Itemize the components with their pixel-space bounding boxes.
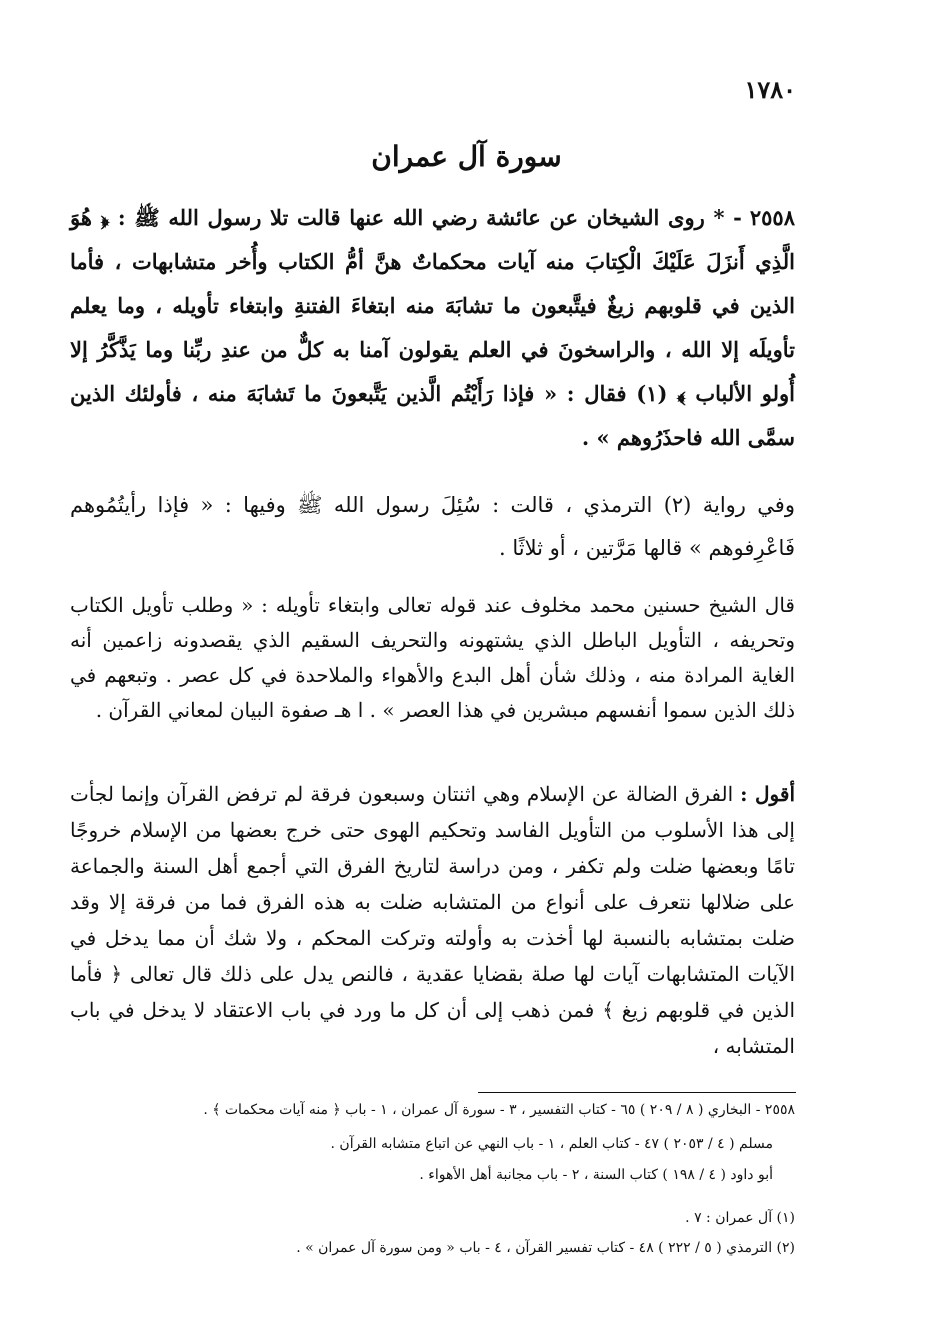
commentary-paragraph: قال الشيخ حسنين محمد مخلوف عند قوله تعالى وابتغاء تأويله : « وطلب تأويل الكتاب وتحريفه ، التأويل الباطل الذي يشتهونه والتحريف السقيم الذي يقصدونه زاعمين أنه الغاية المرادة منه ، وذلك شأن أهل البدع والأهواء والملاحدة في كل عصر . وتبعهم في ذلك الذين سموا أنفسهم مبشرين في هذا العصر » . ا هـ صفوة البيان لمعاني القرآن . — [70, 593, 795, 722]
author-comment-paragraph — [70, 776, 795, 1064]
page-number: ١٧٨٠ — [744, 75, 796, 104]
hadith-number: ٢٥٥٨ — [749, 205, 795, 230]
footnote-divider — [478, 1092, 796, 1093]
surah-title: سورة آل عمران — [371, 140, 562, 173]
hadith-text: - * روى الشيخان عن عائشة رضي الله عنها قالت تلا رسول الله ﷺ : ﴿ هُوَ الَّذِي أَنزَلَ عَلَيْكَ الْكِتابَ منه آيات محكماتٌ هنَّ أمُّ الكتاب وأُخر متشابهات ، فأما الذين في قلوبهم زيغٌ فيتَّبعون ما تشابَهَ منه ابتغاءَ الفتنةِ وابتغاء تأويله ، وما يعلم تأويلَه إلا الله ، والراسخونَ في العلم يقولون آمنا به كلٌّ من عندِ ربِّنا وما يَذَّكَّرُ إلا أُولو الألباب ﴾ (١) فقال : « فإذا رَأَيْتُم الَّذين يَتَّبعونَ ما تَشابَهَ منه ، فأولئك الذين سمَّى الله فاحذَرُوهم » . — [70, 205, 795, 450]
footnote-muslim: مسلم ( ٤ / ٢٠٥٣ ) ٤٧ - كتاب العلم ، ١ - باب النهي عن اتباع متشابه القرآن . — [330, 1136, 773, 1152]
footnote-bukhari: ٢٥٥٨ - البخاري ( ٨ / ٢٠٩ ) ٦٥ - كتاب التفسير ، ٣ - سورة آل عمران ، ١ - باب ﴿ منه آيات محكمات ﴾ . — [203, 1102, 795, 1118]
author-comment-lead: أقول : — [740, 782, 795, 806]
footnote-abu-dawud: أبو داود ( ٤ / ١٩٨ ) كتاب السنة ، ٢ - باب مجانبة أهل الأهواء . — [419, 1167, 773, 1183]
footnote-1: (١) آل عمران : ٧ . — [685, 1210, 795, 1226]
tirmidhi-narration-paragraph: وفي رواية (٢) الترمذي ، قالت : سُئِلَ رسول الله ﷺ وفيها : « فإذا رأيتُمُوهم فَاعْرِفوهم » قالها مَرَّتين ، أو ثلاثًا . — [70, 493, 795, 560]
hadith-paragraph — [70, 196, 795, 460]
footnote-2: (٢) الترمذي ( ٥ / ٢٢٢ ) ٤٨ - كتاب تفسير القرآن ، ٤ - باب « ومن سورة آل عمران » . — [296, 1240, 795, 1256]
author-comment-text: الفرق الضالة عن الإسلام وهي اثنتان وسبعون فرقة لم ترفض القرآن وإنما لجأت إلى هذا الأسلوب من التأويل الفاسد وتحكيم الهوى حتى خرج بعضها من الإسلام خروجًا تامًا وبعضها ضلت ولم تكفر ، ومن دراسة لتاريخ الفرق التي أجمع أهل السنة والجماعة على ضلالها نتعرف على أنواع من المتشابه ضلت به هذه الفرق فما من فرقة إلا وقد ضلت بمتشابه بالنسبة لها أخذت به وأولته وتركت المحكم ، ولا شك أن مما يدخل في الآيات المتشابهات آيات لها صلة بقضايا عقدية ، فالنص يدل على ذلك قال تعالى ﴿ فأما الذين في قلوبهم زيغ ﴾ فمن ذهب إلى أن كل ما ورد في باب الاعتقاد لا يدخل في باب المتشابه ، — [70, 782, 795, 1058]
